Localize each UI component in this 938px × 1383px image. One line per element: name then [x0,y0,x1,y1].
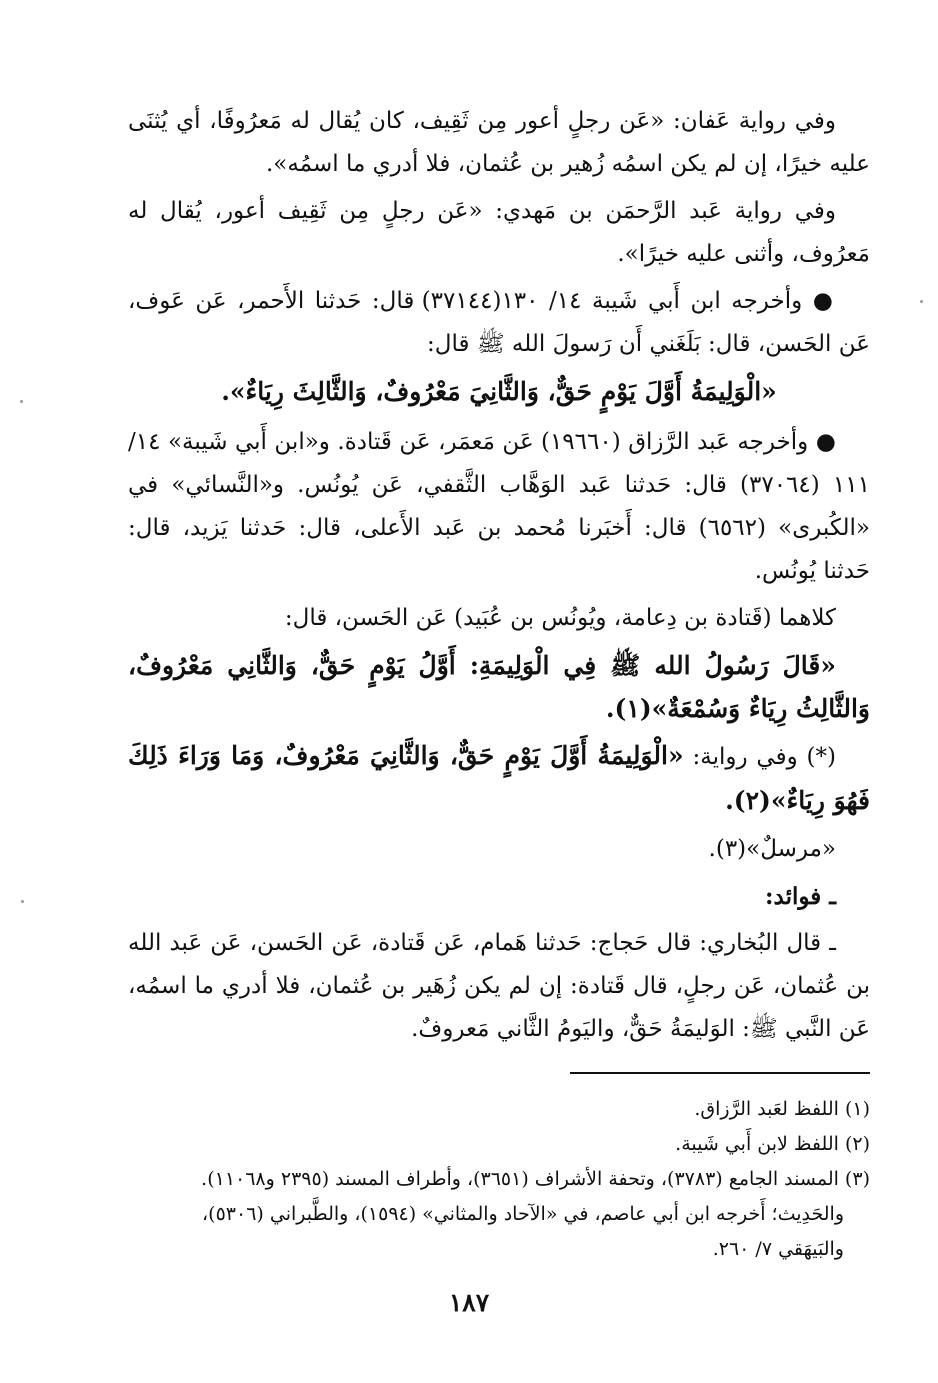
paragraph-both-narrators: كلاهما (قَتادة بن دِعامة، ويُونُس بن عُبَيد) عَن الحَسن، قال: [284,605,836,631]
heading-fawaid: ـ فوائد: [765,883,836,910]
scan-speck [920,300,923,303]
hadith-quote-variant: «الْوَلِيمَةُ أَوَّلَ يَوْمٍ حَقٌّ، وَالثَّانِيَ مَعْرُوفٌ، وَمَا وَرَاءَ ذَلِكَ فَهُوَ رِيَاءٌ»(٢). [128,741,870,815]
paragraph-abdurrazzaq [128,421,870,593]
scan-speck [20,400,23,403]
footnote-separator [570,1072,870,1074]
scan-speck [21,900,24,903]
bullet-icon: ● [812,288,837,314]
paragraph-bukhari: ـ قال البُخاري: قال حَجاج: حَدثنا هَمام، عَن قَتادة، عَن الحَسن، عَن عَبد الله بن عُثمان، عَن رجلٍ، قال قَتادة: إن لم يكن زُهَير بن عُثمان، فلا أدري ما اسمُه، عَن النَّبي ﷺ: الوَليمَةُ حَقٌّ، واليَومُ الثَّاني مَعروفٌ. [128,930,870,1042]
footnote-3-continuation: والحَدِيث؛ أَخرجه ابن أبي عاصم، في «الآحاد والمثاني» (١٥٩٤)، والطَّبراني (٥٣٠٦)، [202,1203,844,1225]
bullet-icon: ● [815,429,837,455]
hadith-quote-full: «قَالَ رَسُولُ الله ﷺ فِي الْوَلِيمَةِ: أَوَّلُ يَوْمٍ حَقٌّ، وَالثَّانِي مَعْرُوفٌ، وَالثَّالِثُ رِيَاءٌ وَسُمْعَةٌ»(١). [128,651,870,723]
paragraph-affan-narration: وفي رواية عَفان: «عَن رجلٍ أعور مِن ثَقِيف، كان يُقال له مَعرُوفًا، أي يُثنَى عليه خيرًا، إن لم يكن اسمُه زُهير بن عُثمان، فلا أدري ما اسمُه». [128,108,870,177]
footnotes [128,1092,870,1267]
paragraph-text: وأخرجه ابن أَبي شَيبة ١٤/ ١٣٠(٣٧١٤٤) قال: حَدثنا الأَحمر، عَن عَوف، عَن الحَسن، قال: بَلَغَني أَن رَسولَ الله ﷺ قال: [128,288,870,357]
page-number: ١٨٧ [448,1288,490,1317]
footnote-1: (١) اللفظ لعَبد الرَّزاق. [694,1098,870,1120]
paragraph-text: وأخرجه عَبد الرَّزاق (١٩٦٦٠) عَن مَعمَر، عَن قَتادة. و«ابن أَبي شَيبة» ١٤/ ١١١ (٣٧٠٦٤) قال: حَدثنا عَبد الوَهَّاب الثَّقفي، عَن يُونُس. و«النَّسائي» في «الكُبرى» (٦٥٦٢) قال: أَخبَرنا مُحمد بن عَبد الأَعلى، قال: حَدثنا يَزيد، قال: حَدثنا يُونُس. [128,429,870,584]
footnote-2: (٢) اللفظ لابن أَبي شَيبة. [675,1133,870,1155]
paragraph-other-narration [128,734,870,824]
footnote-3: (٣) المسند الجامع (٣٧٨٣)، وتحفة الأشراف (٣٦٥١)، وأطراف المسند (٢٣٩٥ و١١٠٦٨). [201,1168,870,1190]
main-text [128,100,870,1051]
paragraph-mursal: «مرسلٌ»(٣). [708,836,836,862]
footnote-3-continuation: والبَيهَقي ٧/ ٢٦٠. [712,1238,844,1260]
narration-lead: (*) وفي رواية: [692,744,836,770]
paragraph-abdurrahman-narration: وفي رواية عَبد الرَّحمَن بن مَهدي: «عَن رجلٍ مِن ثَقِيف أعور، يُقال له مَعرُوف، وأثنى عليه خيرًا». [128,198,870,267]
paragraph-ibn-abi-shaybah [128,280,870,366]
hadith-quote-walimah: «الْوَلِيمَةُ أَوَّلَ يَوْمٍ حَقٌّ، وَالثَّانِيَ مَعْرُوفٌ، وَالثَّالِثَ رِيَاءٌ». [221,377,777,406]
